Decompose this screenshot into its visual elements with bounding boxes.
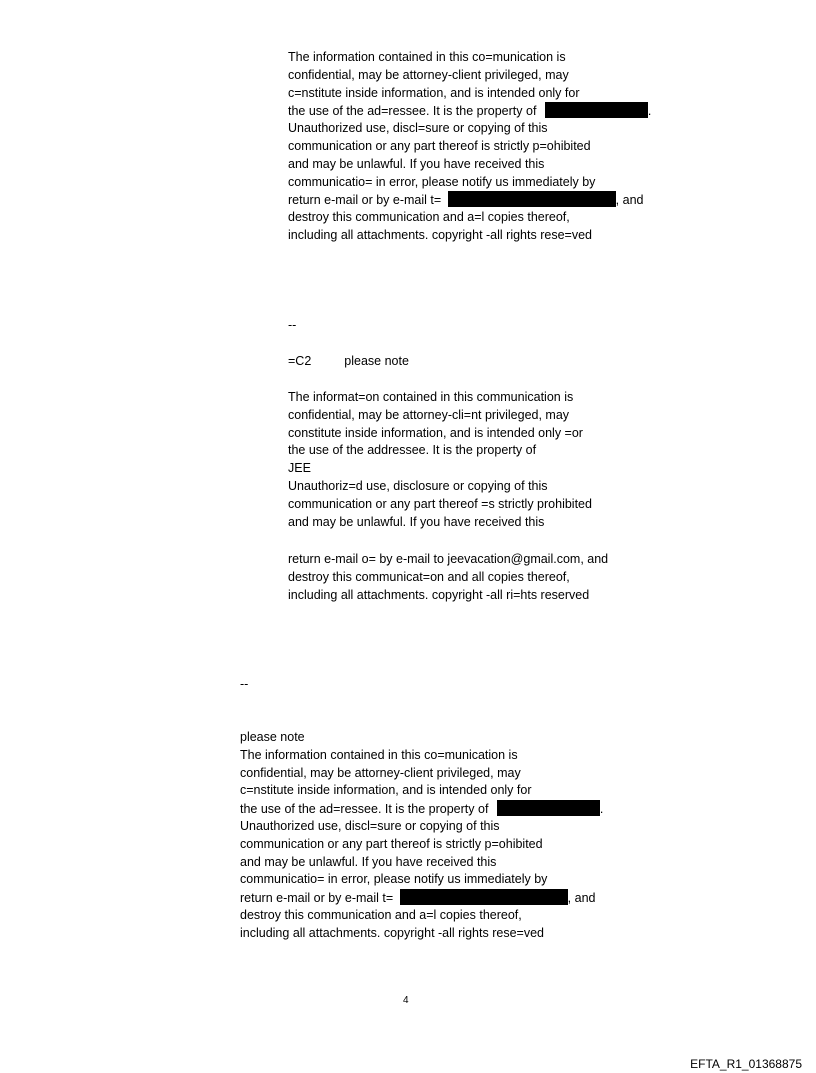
redaction-box [400,889,568,905]
disclaimer-block-3 [240,729,603,943]
text-line: constitute inside information, and is intended only =or [288,425,583,440]
text-line: return e-mail o= by e-mail to jeevacation@gmail.com, and [288,552,609,566]
text-line: communication or any part thereof is strictly p=ohibited [288,138,591,153]
text-line: the use of the addressee. It is the property of [288,443,537,458]
text-line-with-redaction [240,889,603,907]
block-2-heading [288,353,409,371]
text-line: c=nstitute inside information, and is intended only for [288,85,580,100]
text-line: including all attachments. copyright -all ri=hts reserved [288,587,590,602]
text-line: including all attachments. copyright -all rights rese=ved [240,925,544,940]
redaction-box [497,800,600,816]
text-line-with-redaction [288,102,651,120]
text-line: communicatio= in error, please notify us immediately by [240,872,548,887]
redaction-box [545,102,648,118]
heading-text: please note [344,354,409,368]
text-segment: return e-mail or by e-mail t= [288,193,442,208]
text-line: c=nstitute inside information, and is intended only for [240,783,532,798]
disclaimer-block-2-tail [288,551,608,604]
text-segment: . [599,802,604,817]
text-line: destroy this communication and a=l copies thereof, [288,210,570,225]
text-line: communication or any part thereof =s strictly prohibited [288,496,592,511]
text-line: The information contained in this co=munication is [240,747,518,762]
separator: -- [240,677,249,691]
redaction-box [448,191,616,207]
text-line: destroy this communication and a=l copies thereof, [240,907,522,922]
text-line: and may be unlawful. If you have received this [240,854,497,869]
disclaimer-block-2 [288,389,592,531]
text-line: Unauthoriz=d use, disclosure or copying of this [288,478,548,493]
block-3-heading: please note [240,730,305,744]
text-line: Unauthorized use, discl=sure or copying of this [240,818,500,833]
text-segment: the use of the ad=ressee. It is the property of [240,802,489,817]
text-line: and may be unlawful. If you have received this [288,514,545,529]
text-segment: , and [615,193,644,208]
text-segment: . [647,104,652,119]
document-id: EFTA_R1_01368875 [690,1057,802,1071]
text-line: destroy this communicat=on and all copies thereof, [288,569,570,584]
text-line: including all attachments. copyright -all rights rese=ved [288,227,592,242]
heading-prefix: =C2 [288,354,312,368]
text-line: communication or any part thereof is strictly p=ohibited [240,836,543,851]
text-line: confidential, may be attorney-client privileged, may [288,67,569,82]
text-line: confidential, may be attorney-cli=nt privileged, may [288,407,570,422]
disclaimer-block-1 [288,49,651,245]
text-line: communicatio= in error, please notify us immediately by [288,174,596,189]
text-segment: return e-mail or by e-mail t= [240,891,394,906]
text-line-with-redaction [240,800,603,818]
text-line-with-redaction [288,191,651,209]
text-line: and may be unlawful. If you have received this [288,156,545,171]
separator: -- [288,318,297,332]
page-number: 4 [403,995,409,1006]
text-segment: , and [567,891,596,906]
text-line: The information contained in this co=munication is [288,50,566,64]
text-line: Unauthorized use, discl=sure or copying of this [288,121,548,136]
text-line: JEE [288,461,311,476]
text-line: The informat=on contained in this communication is [288,390,574,404]
text-line: confidential, may be attorney-client privileged, may [240,765,521,780]
text-segment: the use of the ad=ressee. It is the property of [288,104,537,119]
